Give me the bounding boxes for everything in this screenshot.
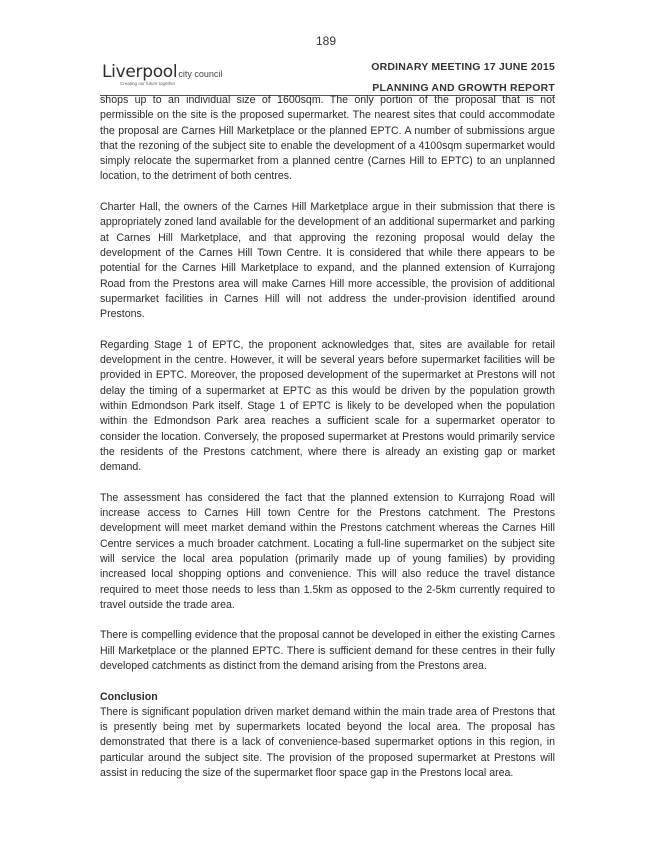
conclusion-paragraph: There is significant population driven market demand within the main trade area of Prestons that is presently being met by supermarkets located beyond the local area. The proposal has demonstrated that there is a lack of convenience-based supermarket options in this region, in particular around the subject site. The provision of the proposed supermarket at Prestons will assist in reducing the size of the supermarket floor space gap in the Prestons local area. — [100, 705, 555, 780]
report-body — [100, 93, 555, 797]
body-paragraph: Charter Hall, the owners of the Carnes Hill Marketplace argue in their submission that there is appropriately zoned land available for the development of an additional supermarket and parking at Carnes Hill Marketplace, and that approving the rezoning proposal would delay the development of the Carnes Hill Town Centre. It is considered that while there appears to be potential for the Carnes Hill Marketplace to expand, and the planned extension of Kurrajong Road from the Prestons area will make Carnes Hill more accessible, the provision of additional supermarket facilities in Carnes Hill will not address the under-provision identified around Prestons. — [100, 201, 555, 321]
meeting-title: ORDINARY MEETING 17 JUNE 2015 — [371, 61, 555, 73]
conclusion-heading: Conclusion — [100, 690, 158, 703]
logo-wordmark: Liverpool — [102, 62, 178, 82]
body-paragraph: Regarding Stage 1 of EPTC, the proponent acknowledges that, sites are available for retail development in the centre. However, it will be several years before supermarket facilities will be provided in EPTC. Moreover, the proposed development of the supermarket at Prestons will not delay the timing of a supermarket at EPTC as this would be driven by the population growth within Edmondson Park itself. Stage 1 of EPTC is likely to be developed when the population within the Edmondson Park area reaches a sufficient scale for a supermarket operator to consider the location. Conversely, the proposed supermarket at Prestons would primarily service the residents of the Prestons catchment, where there is already an existing gap or market demand. — [100, 338, 555, 474]
body-paragraph: There is compelling evidence that the proposal cannot be developed in either the existing Carnes Hill Marketplace or the planned EPTC. There is sufficient demand for these centres in their fully developed catchments as distinct from the demand arising from the Prestons area. — [100, 629, 555, 672]
page-number: 189 — [315, 34, 337, 48]
body-paragraph: The assessment has considered the fact that the planned extension to Kurrajong Road will increase access to Carnes Hill town Centre for the Prestons catchment. The Prestons development will meet market demand within the Prestons catchment whereas the Carnes Hill Centre services a much broader catchment. Locating a full-line supermarket on the subject site will service the local area population (primarily made up of young families) by providing increased local shopping options and convenience. This will also reduce the travel distance required to meet those needs to less than 1.5km as opposed to the 2-5km currently required to travel outside the trade area. — [100, 491, 555, 611]
logo-city-text: city council — [178, 69, 223, 79]
logo-tagline: Creating our future together — [120, 81, 176, 86]
report-title: PLANNING AND GROWTH REPORT — [372, 82, 555, 94]
council-logo — [102, 62, 232, 90]
body-paragraph: shops up to an individual size of 1600sqm. The only portion of the proposal that is not permissible on the site is the proposed supermarket. The nearest sites that could accommodate the proposal are Carnes Hill Marketplace or the planned EPTC. A number of submissions argue that the rezoning of the subject site to enable the development of a 4100sqm supermarket would simply relocate the supermarket from a planned centre (Carnes Hill to EPTC) to an unplanned location, to the detriment of both centres. — [100, 94, 555, 183]
